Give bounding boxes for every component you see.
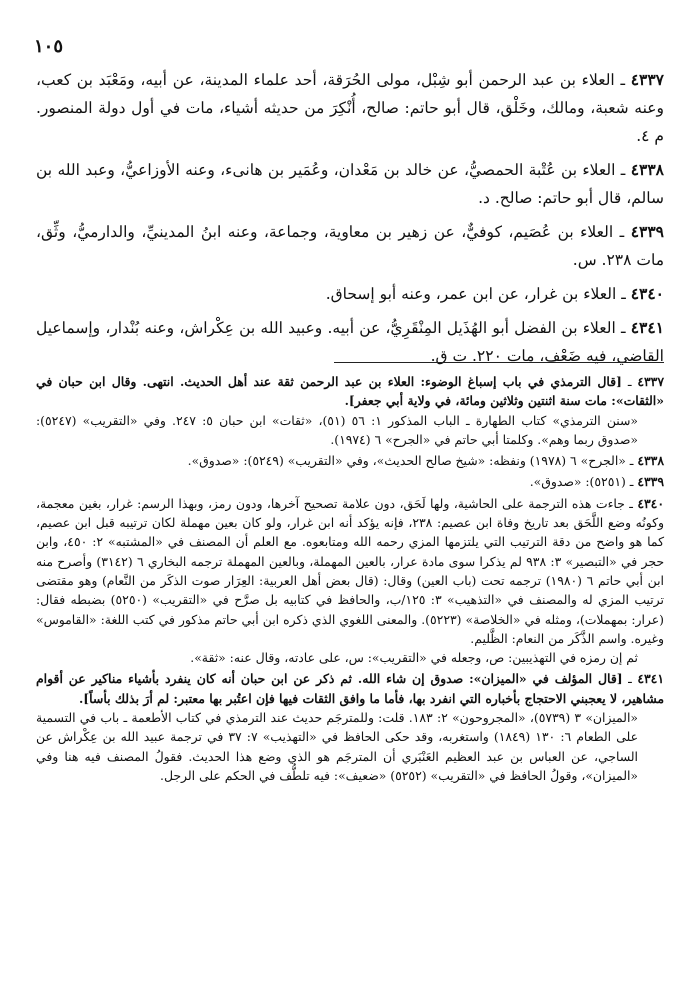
entry-number: ٤٣٤٠	[630, 284, 664, 303]
entry-4340: ٤٣٤٠ ـ العلاء بن غرار، عن ابن عمر، وعنه أبو إسحاق.	[325, 284, 664, 303]
note-text: (٥٢٥١): «صدوق».	[529, 474, 626, 490]
note-number: ٤٣٣٨	[637, 453, 664, 469]
note-number: ٤٣٣٧	[637, 374, 664, 389]
note-text: «سنن الترمذي» كتاب الطهارة ـ الباب المذكور ١: ٥٦ (٥١)، «ثقات» ابن حبان ٥: ٢٤٧. وفي «التقريب» (٥٢٤٧): «صدوق ربما وهم». وكلمتا أبي حاتم في «الجرح» ٦ (١٩٧٤).	[36, 412, 638, 447]
entry-text: العلاء بن غرار، عن ابن عمر، وعنه أبو إسحاق.	[325, 285, 617, 303]
entry-number: ٤٣٣٩	[630, 222, 664, 241]
note-number: ٤٣٤٠	[637, 495, 664, 511]
footnotes	[36, 372, 664, 787]
entry-text: العلاء بن عُتْبة الحمصيُّ، عن خالد بن مَعْدان، وعُمَير بن هانىء، وعنه الأوزاعيُّ، وعبد الله بن سالم، قال أبو حاتم: صالح. د.	[36, 161, 664, 207]
note-4338: ٤٣٣٨ ـ «الجرح» ٦ (١٩٧٨) ونفظه: «شيخ صالح الحديث»، وفي «التقريب» (٥٢٤٩): «صدوق».	[187, 453, 664, 469]
entry-number: ٤٣٣٨	[630, 160, 664, 179]
note-text: جاءت هذه الترجمة على الحاشية، ولها لَحَق، دون علامة تصحيح آخرها، ودون رمز، وبهذا الرسم: غرار، بغين معجمة، وكونُه وضع اللَّحَق بعد تاريخ وفاة ابن عصيم: ٢٣٨، فإنه يؤكد أنه ابن غرار، ولو كان بعين مهملة لكان ترتيبه قبل ابن عصيم، كما هو واضح من دقة الترتيب التي يلتزمها المزي رحمه الله ومتابعوه. مع العلم أن المصنف في «المشتبه» ٢: ٤٥٠، وابن حجر في «التبصير» ٣: ٩٣٨ لم يذكرا سوى مادة عرار، بالعين المهملة، وبالعين المهملة ترجمه البخاري ٦ (٣١٤٢) وأصرح منه ابن أبي حاتم ٦ (١٩٨٠) ترجمه تحت (باب العين) وقال: (قال بعض أهل العربية: العِرَار صوت الذكَر من النَّعام) وهو مقتضى ترتيب المزي له والمصنف في «التذهيب» ٣: ١٢٥/ب، والحافظ في كتابيه بل صرَّح في «التقريب» (٥٢٥٠) بضبطه فقال: (عرار: بمهملات)، ومثله في «الخلاصة» (٥٢٢٣). والمعنى اللغوي الذي ذكره ابن أبي حاتم مذكور في كتب اللغة: «القاموس» وغيره. واسم الذَّكَر من النعام: الظَّليم.	[36, 495, 664, 646]
note-4341: ٤٣٤١ ـ [قال المؤلف في «الميزان»: صدوق إن شاء الله. ثم ذكر عن ابن حبان أنه كان ينفرد بأشياء مناكير عن أقوام مشاهير، لا يعجبني الاحتجاج بأخباره التي انفرد بها، فأما ما وافق الثقات فيها فإن اعتُبر بها معتبر: لم أرَ بذلك بأساً]. «الميزان» ٣ (٥٧٣٩)، «المجروحون» ٢: ١٨٣. قلت: وللمترجَم حديث عند الترمذي في كتاب الأطعمة ـ باب في التسمية على الطعام ٦: ١٣٠ (١٨٤٩) واستغربه، وقد حكى الحافظ في «التهذيب» ٧: ٣٧ في ترجمة عبيد الله بن عِكْراش عن الساجي، عن العباس بن عبد العظيم العَنْبَري أن المترجَم هو الذي وضع هذا الحديث. فقولُ المصنف فيه هنا وفي «الميزان»، وقولُ الحافظ في «التقريب» (٥٢٥٢) «ضعيف»: فيه تلطُّف في الحكم على الرجل.	[36, 669, 664, 785]
entry-4341: ٤٣٤١ ـ العلاء بن الفضل أبو الهُذَيل المِنْقَرِيُّ، عن أبيه. وعبيد الله بن عِكْراش، وعنه بُنْدار، وإسماعيل القاضي، فيه ضَعْف، مات ٢٢٠. ت ق.	[36, 318, 664, 365]
main-text	[36, 66, 664, 376]
note-4340: ٤٣٤٠ ـ جاءت هذه الترجمة على الحاشية، ولها لَحَق، دون علامة تصحيح آخرها، ودون رمز، وبهذا الرسم: غرار، بغين معجمة، وكونُه وضع اللَّحَق بعد تاريخ وفاة ابن عصيم: ٢٣٨، فإنه يؤكد أنه ابن غرار، ولو كان بعين مهملة لكان ترتيبه قبل ابن عصيم، كما هو واضح من دقة الترتيب التي يلتزمها المزي رحمه الله ومتابعوه. مع العلم أن المصنف في «المشتبه» ٢: ٤٥٠، وابن حجر في «التبصير» ٣: ٩٣٨ لم يذكرا سوى مادة عرار، بالعين المهملة، وبالعين المهملة ترجمه البخاري ٦ (٣١٤٢) وأصرح منه ابن أبي حاتم ٦ (١٩٨٠) ترجمه تحت (باب العين) وقال: (قال بعض أهل العربية: العِرَار صوت الذكَر من النَّعام) وهو مقتضى ترتيب المزي له والمصنف في «التذهيب» ٣: ١٢٥/ب، والحافظ في كتابيه بل صرَّح في «التقريب» (٥٢٥٠) بضبطه فقال: (عرار: بمهملات)، ومثله في «الخلاصة» (٥٢٢٣). والمعنى اللغوي الذي ذكره ابن أبي حاتم مذكور في كتب اللغة: «القاموس» وغيره. واسم الذَّكَر من النعام: الظَّليم. ثم إن رمزه في التهذيبين: ص، وجعله في «التقريب»: س، على عادته، وقال عنه: «ثقة».	[36, 494, 664, 668]
note-text: «الميزان» ٣ (٥٧٣٩)، «المجروحون» ٢: ١٨٣. قلت: وللمترجَم حديث عند الترمذي في كتاب الأطعمة ـ باب في التسمية على الطعام ٦: ١٣٠ (١٨٤٩) واستغربه، وقد حكى الحافظ في «التهذيب» ٧: ٣٧ في ترجمة عبيد الله بن عِكْراش عن الساجي، عن العباس بن عبد العظيم العَنْبَري أن المترجَم هو الذي وضع هذا الحديث. فقولُ المصنف فيه هنا وفي «الميزان»، وقولُ الحافظ في «التقريب» (٥٢٥٢) «ضعيف»: فيه تلطُّف في الحكم على الرجل.	[36, 710, 638, 783]
entry-text: العلاء بن عبد الرحمن أبو شِبْل، مولى الحُرَقة، أحد علماء المدينة، عن أبيه، ومَعْبَد بن كعب، وعنه شعبة، ومالك، وخَلْق، قال أبو حاتم: صالح، أُنْكِرَ من حديثه أشياء، مات في أول دولة المنصور. م ٤.	[36, 71, 664, 145]
entry-4338: ٤٣٣٨ ـ العلاء بن عُتْبة الحمصيُّ، عن خالد بن مَعْدان، وعُمَير بن هانىء، وعنه الأوزاعيُّ، وعبد الله بن سالم، قال أبو حاتم: صالح. د.	[36, 160, 664, 207]
footnote-divider	[334, 362, 664, 363]
note-lead: [قال المؤلف في «الميزان»: صدوق إن شاء الله. ثم ذكر عن ابن حبان أنه كان ينفرد بأشياء مناكير عن أقوام مشاهير، لا يعجبني الاحتجاج بأخباره التي انفرد بها، فأما ما وافق الثقات فيها فإن اعتُبر بها معتبر: لم أرَ بذلك بأساً].	[36, 671, 664, 706]
entry-4337: ٤٣٣٧ ـ العلاء بن عبد الرحمن أبو شِبْل، مولى الحُرَقة، أحد علماء المدينة، عن أبيه، ومَعْبَد بن كعب، وعنه شعبة، ومالك، وخَلْق، قال أبو حاتم: صالح، أُنْكِرَ من حديثه أشياء، مات في أول دولة المنصور. م ٤.	[36, 70, 664, 145]
note-4337: ٤٣٣٧ ـ [قال الترمذي في باب إسباغ الوضوء: العلاء بن عبد الرحمن ثقة عند أهل الحديث. انتهى. وقال ابن حبان في «الثقات»: مات سنة اثنتين وثلاثين ومائة، في ولاية أبي جعفر]. «سنن الترمذي» كتاب الطهارة ـ الباب المذكور ١: ٥٦ (٥١)، «ثقات» ابن حبان ٥: ٢٤٧. وفي «التقريب» (٥٢٤٧): «صدوق ربما وهم». وكلمتا أبي حاتم في «الجرح» ٦ (١٩٧٤).	[36, 372, 664, 449]
entry-text: العلاء بن الفضل أبو الهُذَيل المِنْقَرِيُّ، عن أبيه. وعبيد الله بن عِكْراش، وعنه بُنْدار، وإسماعيل القاضي، فيه ضَعْف، مات ٢٢٠. ت ق.	[36, 319, 664, 365]
entry-4339: ٤٣٣٩ ـ العلاء بن عُصَيم، كوفيٌّ، عن زهير بن معاوية، وجماعة، وعنه ابنُ المدينيِّ، والدارميُّ، وثِّق، مات ٢٣٨. س.	[36, 222, 664, 269]
entry-text: العلاء بن عُصَيم، كوفيٌّ، عن زهير بن معاوية، وجماعة، وعنه ابنُ المدينيِّ، والدارميُّ، وثِّق، مات ٢٣٨. س.	[36, 223, 664, 269]
page-number: ١٠٥	[34, 36, 64, 57]
note-number: ٤٣٤١	[637, 671, 664, 687]
entry-number: ٤٣٣٧	[630, 70, 664, 89]
note-number: ٤٣٣٩	[637, 474, 664, 490]
entry-number: ٤٣٤١	[630, 318, 664, 337]
note-lead: [قال الترمذي في باب إسباغ الوضوء: العلاء بن عبد الرحمن ثقة عند أهل الحديث. انتهى. وقال ابن حبان في «الثقات»: مات سنة اثنتين وثلاثين ومائة، في ولاية أبي جعفر].	[36, 374, 664, 409]
note-extra: ثم إن رمزه في التهذيبين: ص، وجعله في «التقريب»: س، على عادته، وقال عنه: «ثقة».	[190, 650, 638, 666]
note-4339: ٤٣٣٩ ـ (٥٢٥١): «صدوق».	[529, 474, 664, 490]
note-text: «الجرح» ٦ (١٩٧٨) ونفظه: «شيخ صالح الحديث»، وفي «التقريب» (٥٢٤٩): «صدوق».	[187, 453, 626, 469]
